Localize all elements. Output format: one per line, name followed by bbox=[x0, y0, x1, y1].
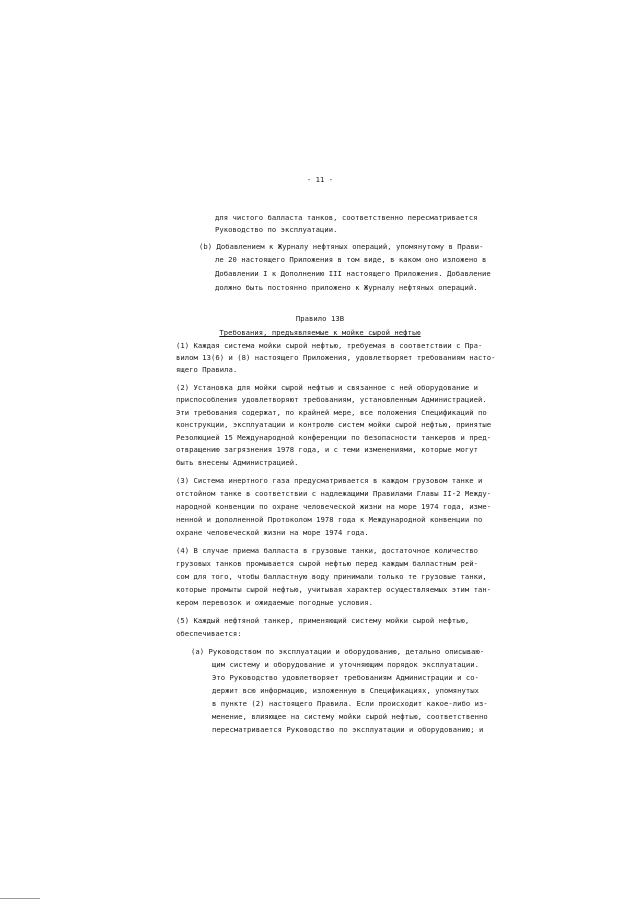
p5a-line-1: (a) Руководством по эксплуатации и оборудованию, детально описываю- bbox=[191, 647, 485, 656]
item-b-line-2: ле 20 настоящего Приложения в том виде, в каком оно изложено в bbox=[215, 255, 487, 264]
p5a-line-7: пересматривается Руководство по эксплуатации и оборудованию; и bbox=[212, 725, 484, 734]
page-number: - 11 - bbox=[306, 175, 334, 184]
p5-line-2: обеспечивается: bbox=[176, 629, 242, 638]
p5a-line-6: менение, влияющее на систему мойки сырой нефтью, соответственно bbox=[212, 712, 488, 721]
p3-line-5: охране человеческой жизни на море 1974 года. bbox=[176, 528, 369, 537]
p2-line-3: Эти требования содержат, по крайней мере, все положения Спецификаций по bbox=[176, 408, 487, 417]
p5a-line-3: Это Руководство удовлетворяет требованиям Администрации и со- bbox=[212, 673, 480, 682]
p2-line-5: Резолюцией 15 Международной конференции по безопасности танкеров и пред- bbox=[176, 433, 492, 442]
rule-subtitle: Требования, предъявляемые к мойке сырой нефтью bbox=[219, 328, 421, 337]
p3-line-2: отстойном танке в соответствии с надлежащими Правилами Главы II-2 Между- bbox=[176, 489, 492, 498]
p4-line-3: сом для того, чтобы балластную воду принимали только те грузовые танки, bbox=[176, 572, 487, 581]
p1-line-2: вилом 13(6) и (8) настоящего Приложения, удовлетворяет требованиям насто- bbox=[176, 353, 496, 362]
p4-line-2: грузовых танков промывается сырой нефтью перед каждым балластным рей- bbox=[176, 559, 479, 568]
item-b-line-4: должно быть постоянно приложено к Журналу нефтяных операций. bbox=[215, 283, 478, 292]
p2-line-4: конструкции, эксплуатации и контролю систем мойки сырой нефтью, принятые bbox=[176, 420, 492, 429]
continuation-line-1: для чистого балласта танков, соответственно пересматривается bbox=[215, 213, 478, 222]
p3-line-4: ненной и дополненной Протоколом 1978 года к Международной конвенции по bbox=[176, 515, 483, 524]
p1-line-1: (1) Каждая система мойки сырой нефтью, требуемая в соответствии с Пра- bbox=[176, 341, 483, 350]
p5a-line-2: щим систему и оборудование и уточняющим порядок эксплуатации. bbox=[212, 660, 480, 669]
continuation-line-2: Руководство по эксплуатации. bbox=[215, 225, 338, 234]
p3-line-3: народной конвенции по охране человеческой жизни на море 1974 года, изме- bbox=[176, 502, 492, 511]
p1-line-3: ящего Правила. bbox=[176, 365, 238, 374]
p4-line-1: (4) В случае приема балласта в грузовые танки, достаточное количество bbox=[176, 546, 479, 555]
p2-line-6: отвращению загрязнения 1978 года, и с теми изменениями, которые могут bbox=[176, 445, 479, 454]
p5a-line-5: в пункте (2) настоящего Правила. Если происходит какое-либо из- bbox=[212, 699, 488, 708]
rule-title: Правило 13В bbox=[295, 314, 345, 323]
p4-line-5: кером перевозок и ожидаемые погодные условия. bbox=[176, 598, 373, 607]
scan-edge-mark bbox=[0, 898, 40, 899]
p2-line-1: (2) Установка для мойки сырой нефтью и связанное с ней оборудование и bbox=[176, 383, 479, 392]
item-b-line-3: Добавлении I к Дополнению III настоящего Приложения. Добавление bbox=[215, 269, 491, 278]
p5a-line-4: держит всю информацию, изложенную в Спецификациях, упомянутых bbox=[212, 686, 480, 695]
p2-line-7: быть внесены Администрацией. bbox=[176, 458, 299, 467]
p2-line-2: приспособления удовлетворяют требованиям, установленным Администрацией. bbox=[176, 395, 487, 404]
p5-line-1: (5) Каждый нефтяной танкер, применяющий систему мойки сырой нефтью, bbox=[176, 616, 470, 625]
p3-line-1: (3) Система инертного газа предусматривается в каждом грузовом танке и bbox=[176, 476, 483, 485]
item-b-line-1: (b) Добавлением к Журналу нефтяных операций, упомянутому в Прави- bbox=[199, 242, 484, 251]
p4-line-4: которые промыты сырой нефтью, учитывая характер осуществляемых этим тан- bbox=[176, 585, 492, 594]
